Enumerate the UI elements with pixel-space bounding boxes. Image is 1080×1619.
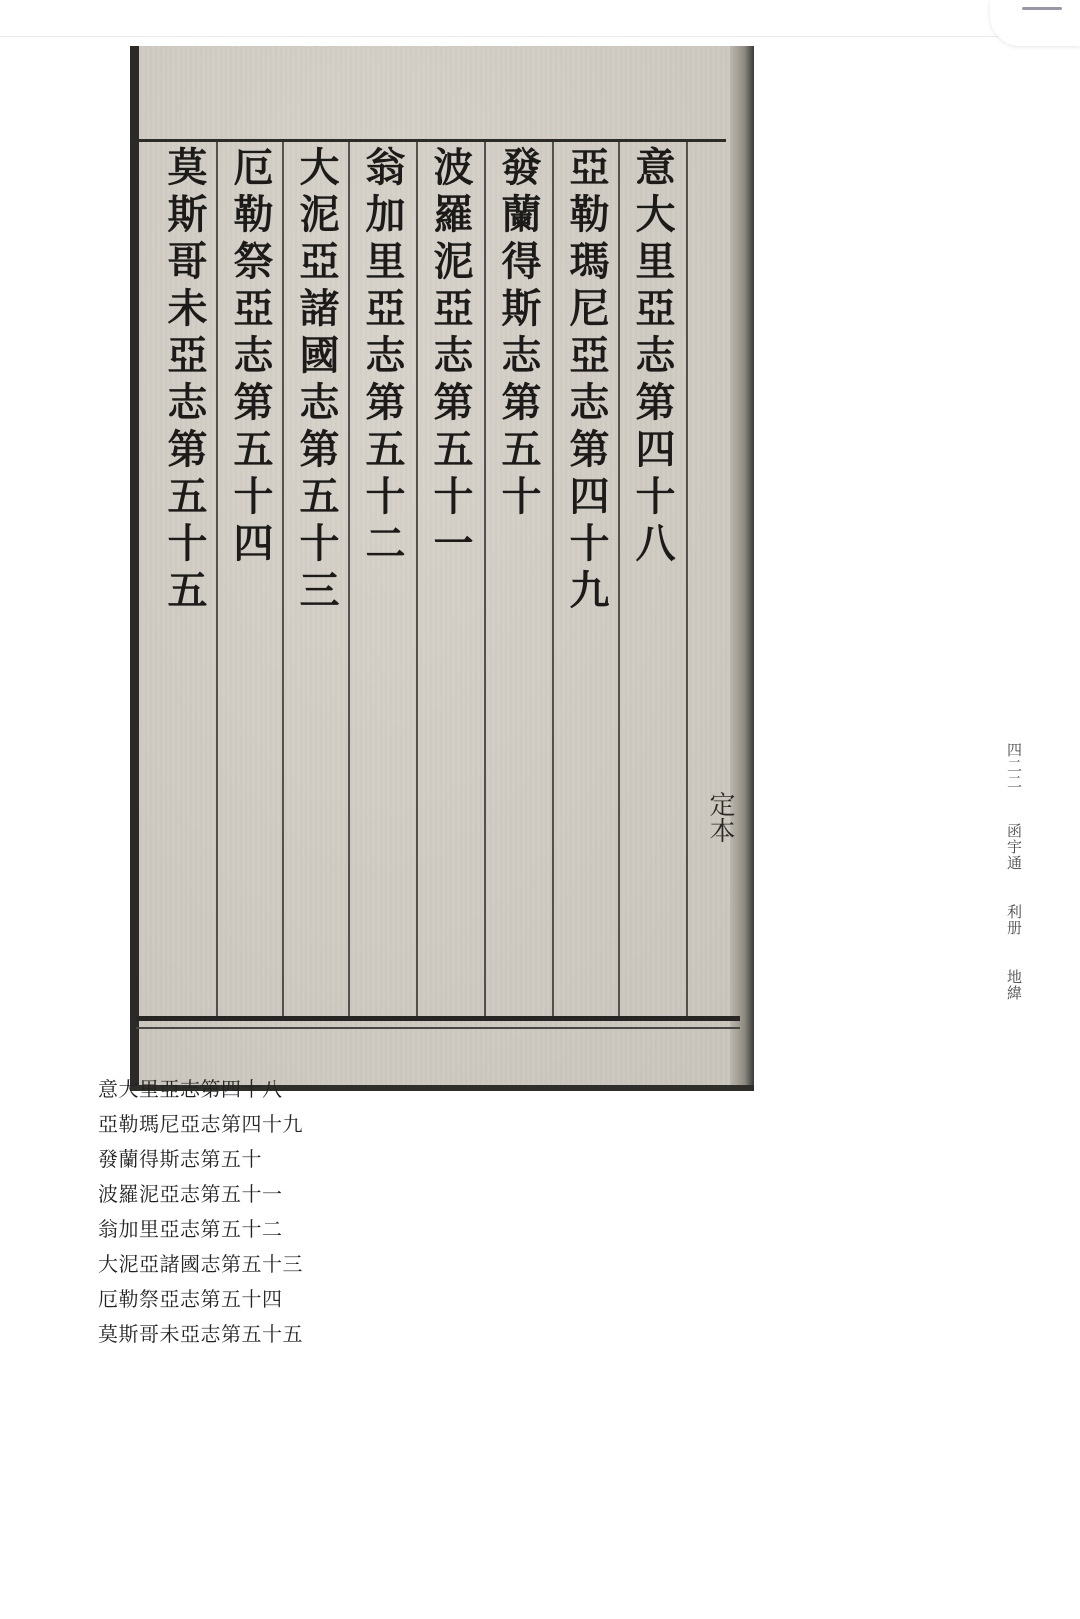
scan-column-4: 波羅泥亞志第五十一 xyxy=(427,146,474,569)
fish-tail-mark: 定本 xyxy=(705,791,735,843)
scan-column-1: 意大里亞志第四十八 xyxy=(629,146,676,569)
transcription-line: 亞勒瑪尼亞志第四十九 xyxy=(98,1112,303,1136)
scan-column-3: 發蘭得斯志第五十 xyxy=(495,146,542,522)
transcription-list xyxy=(98,1072,303,1352)
frame-top-rule xyxy=(136,139,726,142)
scan-column-6: 大泥亞諸國志第五十三 xyxy=(293,146,340,616)
top-bar xyxy=(0,0,1080,37)
transcription-line: 翁加里亞志第五十二 xyxy=(98,1217,283,1241)
transcription-line: 意大里亞志第四十八 xyxy=(98,1077,283,1101)
series-title: 函宇通 xyxy=(1005,823,1023,871)
menu-button[interactable] xyxy=(990,0,1080,46)
frame-bottom-rule-thin xyxy=(136,1027,740,1029)
transcription-line: 大泥亞諸國志第五十三 xyxy=(98,1252,303,1276)
scan-edge-left xyxy=(130,46,139,1091)
scan-column-7: 厄勒祭亞志第五十四 xyxy=(227,146,274,569)
scanned-page-image xyxy=(130,46,754,1091)
section-title: 地緯 xyxy=(1005,969,1023,1001)
menu-icon xyxy=(1022,7,1062,10)
transcription-line: 波羅泥亞志第五十一 xyxy=(98,1182,283,1206)
transcription-line: 莫斯哥未亞志第五十五 xyxy=(98,1322,303,1346)
transcription-line: 發蘭得斯志第五十 xyxy=(98,1147,262,1171)
volume-title: 利册 xyxy=(1005,904,1023,936)
transcription-line: 厄勒祭亞志第五十四 xyxy=(98,1287,283,1311)
side-page-label xyxy=(1004,742,1025,1001)
page-number: 四二二 xyxy=(1005,742,1023,790)
scan-column-5: 翁加里亞志第五十二 xyxy=(359,146,406,569)
scan-column-8: 莫斯哥未亞志第五十五 xyxy=(161,146,208,616)
scan-column-2: 亞勒瑪尼亞志第四十九 xyxy=(563,146,610,616)
column-rule xyxy=(686,142,688,1016)
scan-binding-strip xyxy=(730,46,754,1091)
frame-bottom-rule xyxy=(136,1016,740,1021)
